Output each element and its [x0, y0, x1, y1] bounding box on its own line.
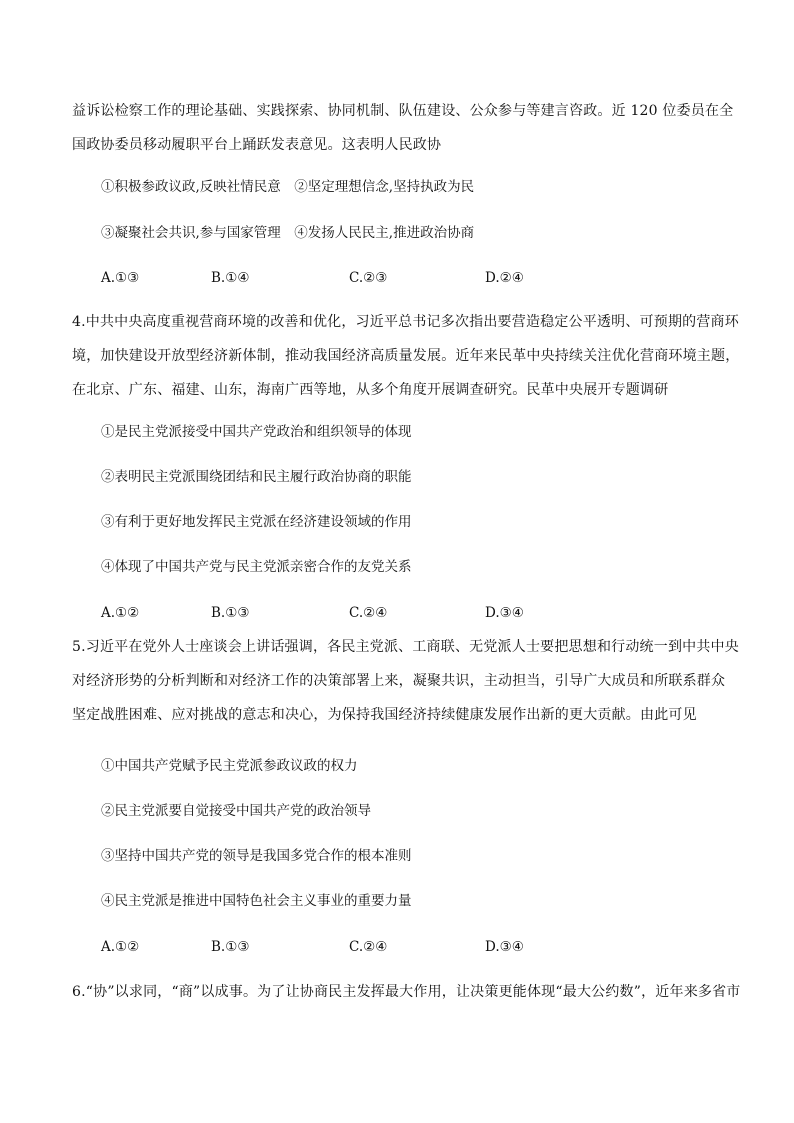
question-3-stem — [72, 94, 734, 162]
question-6-stem — [72, 975, 741, 1009]
question-3-choices — [101, 268, 561, 288]
question-3-stem-line-2: 国政协委员移动履职平台上踊跃发表意见。这表明人民政协 — [72, 137, 442, 153]
question-6-stem-line-1: 6.“协”以求同，“商”以成事。为了让协商民主发挥最大作用，让决策更能体现“最大公约数”，近年来多省市 — [72, 984, 741, 1000]
question-5-choice-a: A.①② — [101, 939, 140, 955]
question-4-stem-line-2: 境，加快建设开放型经济新体制，推动我国经济高质量发展。近年来民革中央持续关注优化营商环境主题， — [72, 348, 740, 364]
question-3-option-row-1: ①积极参政议政,反映社情民意 ②坚定理想信念,坚持执政为民 — [101, 179, 475, 195]
question-3-choice-a: A.①③ — [101, 270, 140, 286]
question-5-option-4: ④民主党派是推进中国特色社会主义事业的重要力量 — [101, 893, 412, 909]
question-4-choice-d: D.③④ — [485, 605, 524, 621]
question-4-choice-c: C.②④ — [349, 605, 388, 621]
question-4-option-4: ④体现了中国共产党与民主党派亲密合作的友党关系 — [101, 559, 412, 575]
question-5-stem-line-2: 对经济形势的分析判断和对经济工作的决策部署上来，凝聚共识，主动担当，引导广大成员和所联系群众 — [72, 673, 726, 689]
question-3-stem-line-1: 益诉讼检察工作的理论基础、实践探索、协同机制、队伍建设、公众参与等建言咨政。近 120 位委员在全 — [72, 103, 734, 119]
question-5-option-1: ①中国共产党赋予民主党派参政议政的权力 — [101, 758, 358, 774]
question-4-stem-line-3: 在北京、广东、福建、山东，海南广西等地，从多个角度开展调查研究。民革中央展开专题调研 — [72, 382, 669, 398]
question-4-option-3: ③有利于更好地发挥民主党派在经济建设领域的作用 — [101, 514, 412, 530]
question-4-stem — [72, 305, 740, 407]
question-5-choices — [101, 937, 561, 957]
question-5-stem-line-1: 5.习近平在党外人士座谈会上讲话强调，各民主党派、工商联、无党派人士要把思想和行动统一到中共中央 — [72, 639, 739, 655]
question-4-option-1: ①是民主党派接受中国共产党政治和组织领导的体现 — [101, 424, 412, 440]
question-5-stem-line-3: 坚定战胜困难、应对挑战的意志和决心，为保持我国经济持续健康发展作出新的更大贡献。由此可见 — [72, 707, 697, 723]
question-3-choice-b: B.①④ — [211, 270, 250, 286]
question-5-choice-b: B.①③ — [211, 939, 250, 955]
question-5-choice-c: C.②④ — [349, 939, 388, 955]
question-4-choice-a: A.①② — [101, 605, 140, 621]
question-5-stem — [72, 618, 739, 732]
question-3-choice-d: D.②④ — [485, 270, 524, 286]
question-4-option-2: ②表明民主党派围绕团结和民主履行政治协商的职能 — [101, 469, 412, 485]
question-4-stem-line-1: 4.中共中央高度重视营商环境的改善和优化，习近平总书记多次指出要营造稳定公平透明、可预期的营商环 — [72, 314, 739, 330]
question-5-choice-d: D.③④ — [485, 939, 524, 955]
question-3-choice-c: C.②③ — [349, 270, 388, 286]
question-4-choice-b: B.①③ — [211, 605, 250, 621]
question-5-option-2: ②民主党派要自觉接受中国共产党的政治领导 — [101, 803, 371, 819]
question-5-option-3: ③坚持中国共产党的领导是我国多党合作的根本准则 — [101, 848, 412, 864]
question-3-option-row-2: ③凝聚社会共识,参与国家管理 ④发扬人民民主,推进政治协商 — [101, 225, 475, 241]
